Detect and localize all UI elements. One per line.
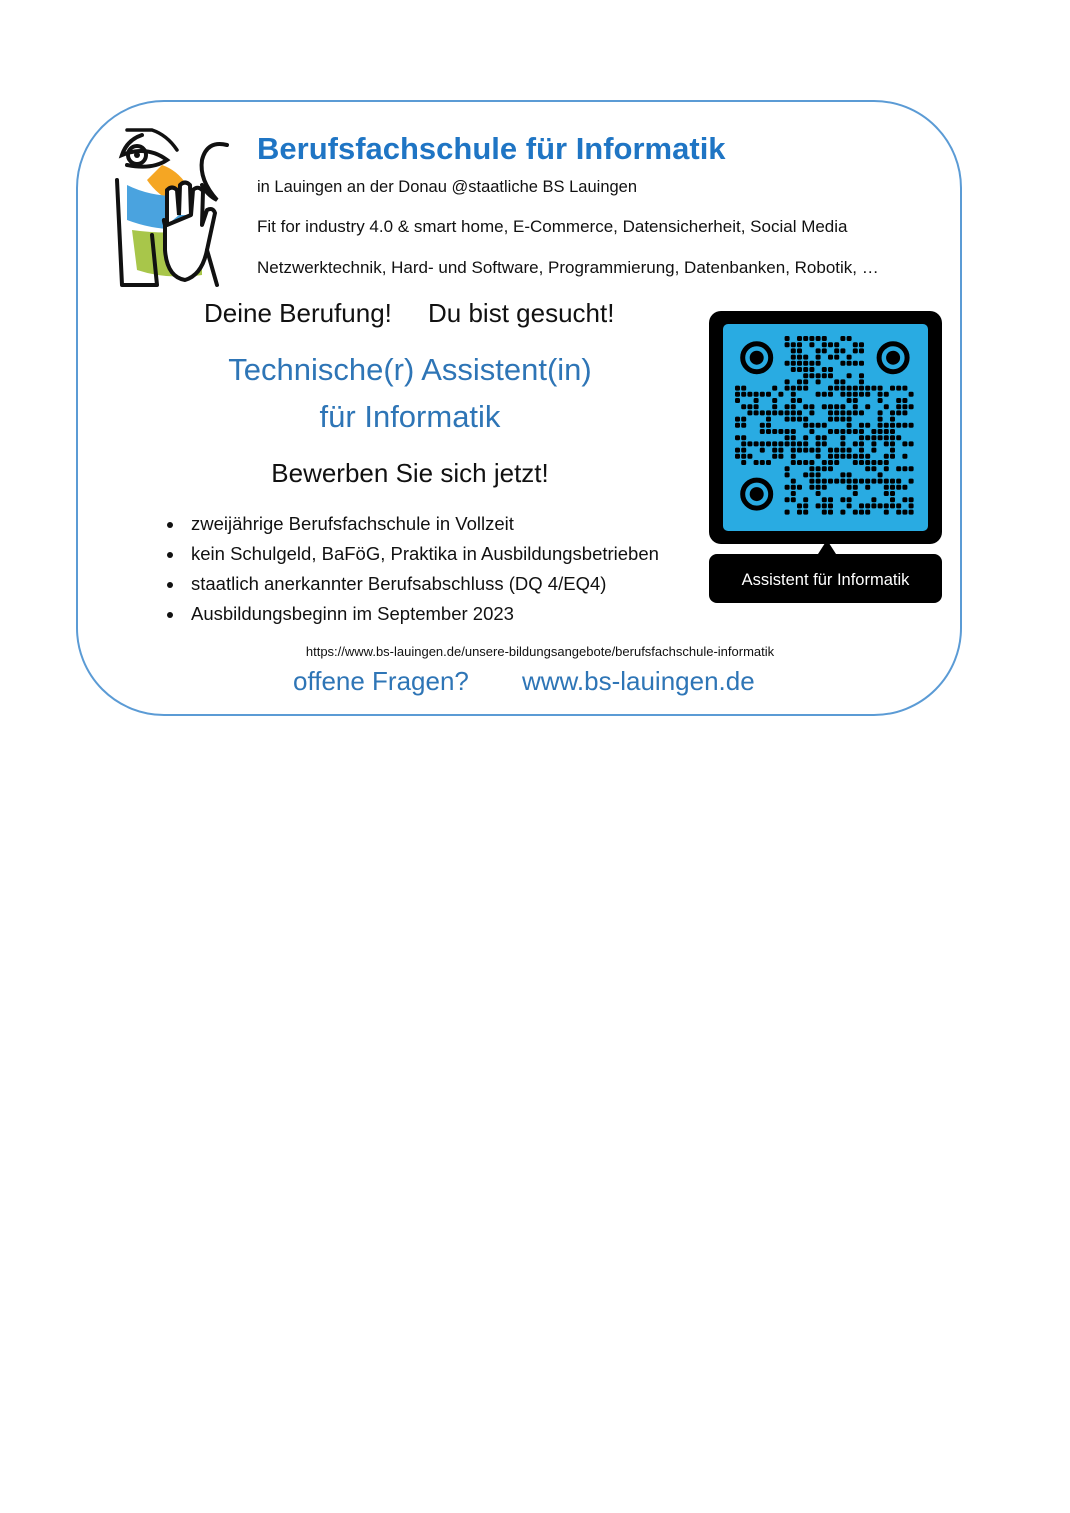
qr-code-pattern [723, 324, 928, 531]
questions-text: offene Fragen? [293, 666, 469, 696]
school-subtitle: in Lauingen an der Donau @staatliche BS Lauingen [257, 178, 638, 196]
school-title: Berufsfachschule für Informatik [257, 131, 726, 166]
qr-code[interactable] [709, 311, 942, 544]
program-url-link[interactable]: https://www.bs-lauingen.de/unsere-bildungsangebote/berufsfachschule-informatik [305, 644, 775, 659]
job-title-line-2: für Informatik [319, 399, 501, 434]
list-item: Ausbildungsbeginn im September 2023 [163, 601, 659, 631]
qr-code-label: Assistent für Informatik [709, 554, 942, 603]
website-link[interactable]: www.bs-lauingen.de [522, 666, 755, 696]
slogan-calling: Deine Berufung! [204, 298, 392, 328]
list-item: kein Schulgeld, BaFöG, Praktika in Ausbildungsbetrieben [163, 541, 659, 571]
school-logo-icon [107, 125, 242, 290]
job-title-line-1: Technische(r) Assistent(in) [228, 352, 592, 387]
topics-line-1: Fit for industry 4.0 & smart home, E-Commerce, Datensicherheit, Social Media [257, 217, 848, 236]
apply-now-heading: Bewerben Sie sich jetzt! [271, 458, 549, 488]
benefits-list [163, 511, 659, 631]
topics-line-2: Netzwerktechnik, Hard- und Software, Programmierung, Datenbanken, Robotik, … [257, 258, 879, 277]
qr-matrix-icon [723, 324, 928, 531]
qr-label-pointer [818, 540, 836, 554]
slogan-wanted: Du bist gesucht! [428, 298, 615, 328]
list-item: zweijährige Berufsfachschule in Vollzeit [163, 511, 659, 541]
list-item: staatlich anerkannter Berufsabschluss (DQ 4/EQ4) [163, 571, 659, 601]
